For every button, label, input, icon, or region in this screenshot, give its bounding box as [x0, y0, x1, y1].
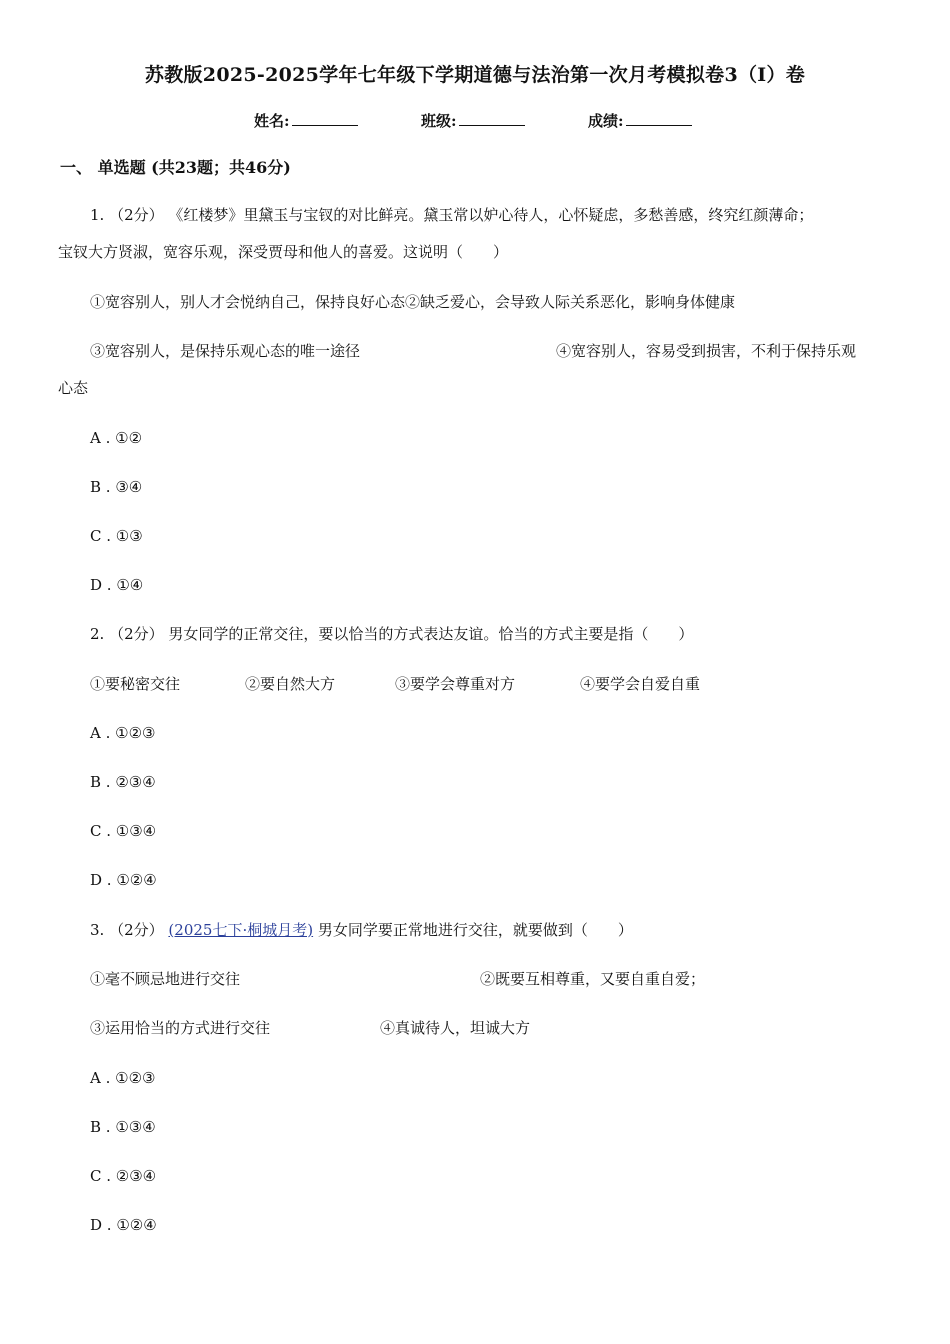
question-stem: 男女同学的正常交往，要以恰当的方式表达友谊。恰当的方式主要是指（ ） [168, 625, 694, 643]
question-3-option-b[interactable]: B . ①③④ [90, 1118, 156, 1136]
question-1-option-b[interactable]: B . ③④ [90, 478, 143, 496]
question-1-option-a[interactable]: A . ①② [90, 429, 143, 447]
question-score: （2分） [109, 921, 164, 939]
question-1-option-d[interactable]: D . ①④ [90, 576, 144, 594]
name-field [254, 110, 358, 131]
question-2-option-a[interactable]: A . ①②③ [90, 724, 156, 742]
score-field [588, 110, 692, 131]
question-3-option-d[interactable]: D . ①②④ [90, 1216, 157, 1234]
question-2-option-c[interactable]: C . ①③④ [90, 822, 157, 840]
question-1-statement-c: ④宽容别人，容易受到损害，不利于保持乐观 [556, 342, 857, 360]
question-number: 1. [90, 206, 105, 224]
question-2-statement-3: ③要学会尊重对方 [395, 675, 516, 693]
question-3-line1 [90, 920, 633, 940]
class-blank [459, 111, 525, 126]
score-blank [626, 111, 692, 126]
question-stem: 男女同学要正常地进行交往，就要做到（ ） [317, 921, 633, 939]
question-3-statement-4: ④真诚待人，坦诚大方 [380, 1019, 531, 1037]
question-number: 2. [90, 625, 105, 643]
question-2-line1 [90, 624, 693, 644]
question-1-statement-b: ③宽容别人，是保持乐观心态的唯一途径 [90, 342, 361, 360]
question-3-statement-2: ②既要互相尊重，又要自重自爱； [480, 970, 706, 988]
name-blank [292, 111, 358, 126]
question-2-statement-1: ①要秘密交往 [90, 675, 181, 693]
question-score: （2分） [109, 625, 164, 643]
name-label: 姓名: [254, 112, 290, 130]
section-heading: 一、 单选题 (共23题；共46分) [60, 158, 291, 177]
student-info-row [0, 110, 950, 132]
question-3-statement-1: ①毫不顾忌地进行交往 [90, 970, 241, 988]
score-label: 成绩: [588, 112, 624, 130]
class-field [421, 110, 525, 131]
question-3-option-a[interactable]: A . ①②③ [90, 1069, 156, 1087]
class-label: 班级: [421, 112, 457, 130]
question-stem: 《红楼梦》里黛玉与宝钗的对比鲜亮。黛玉常以妒心待人，心怀疑虑，多愁善感，终究红颜薄命； [168, 206, 814, 224]
page-title: 苏教版2025-2025学年七年级下学期道德与法治第一次月考模拟卷3（I）卷 [144, 64, 806, 86]
question-number: 3. [90, 921, 105, 939]
question-1-line1 [90, 205, 813, 225]
question-1-line2: 宝钗大方贤淑，宽容乐观，深受贾母和他人的喜爱。这说明（ ） [58, 243, 509, 261]
question-3-statement-3: ③运用恰当的方式进行交往 [90, 1019, 271, 1037]
question-score: （2分） [109, 206, 164, 224]
question-1-option-c[interactable]: C . ①③ [90, 527, 143, 545]
question-2-option-b[interactable]: B . ②③④ [90, 773, 156, 791]
question-1-statement-a: ①宽容别人，别人才会悦纳自己，保持良好心态②缺乏爱心，会导致人际关系恶化，影响身体健康 [90, 293, 736, 311]
question-1-statement-c-cont: 心态 [58, 379, 89, 397]
question-source-link[interactable]: (2025七下·桐城月考) [168, 921, 314, 939]
question-3-option-c[interactable]: C . ②③④ [90, 1167, 157, 1185]
question-2-statement-2: ②要自然大方 [245, 675, 336, 693]
question-2-option-d[interactable]: D . ①②④ [90, 871, 157, 889]
question-2-statement-4: ④要学会自爱自重 [580, 675, 701, 693]
